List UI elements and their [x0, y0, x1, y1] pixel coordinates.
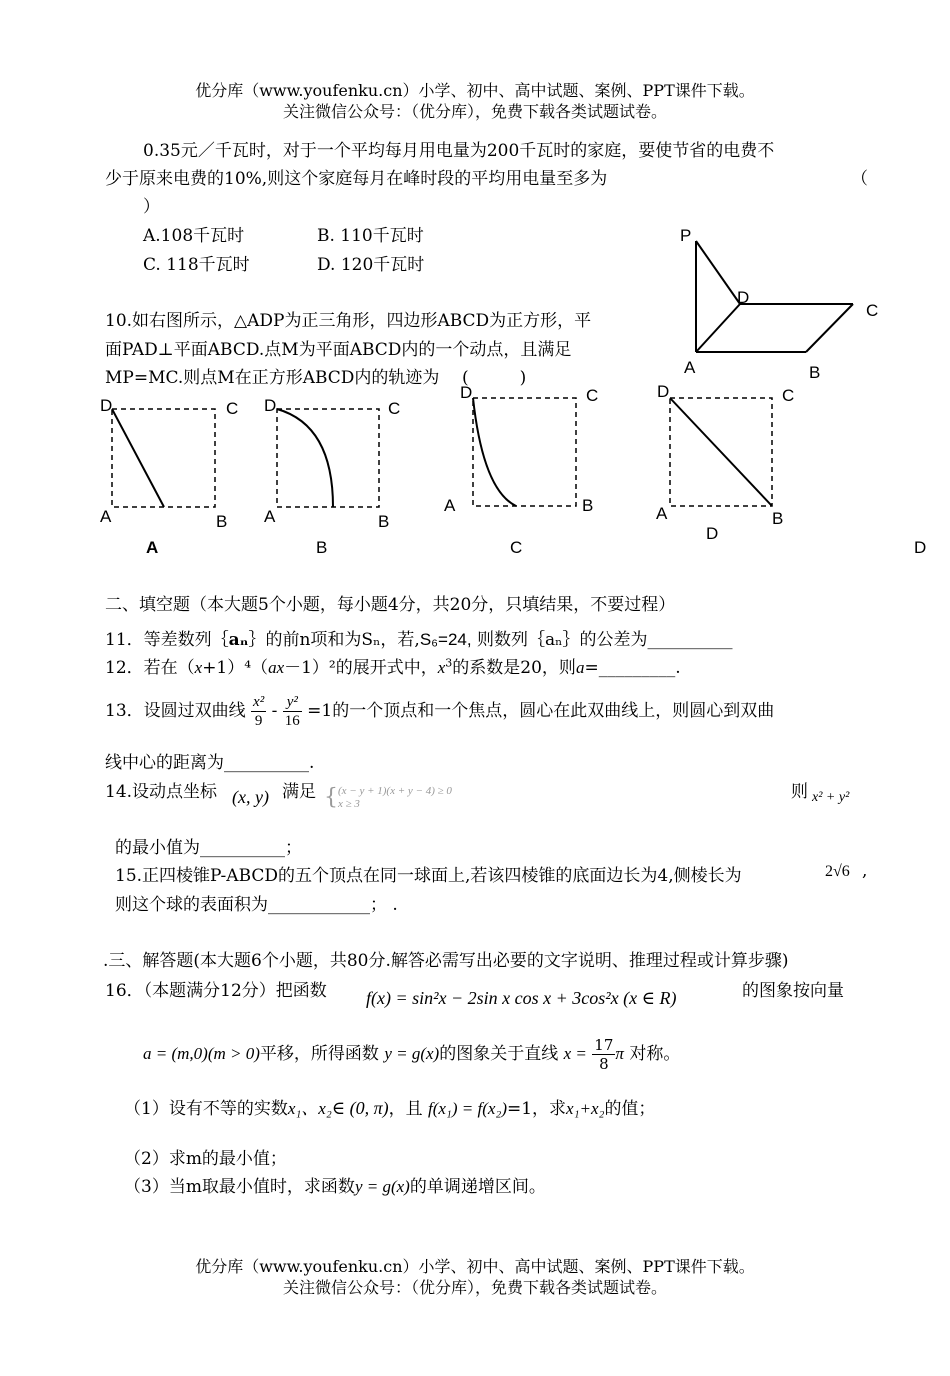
q13-frac-y	[283, 693, 302, 730]
q14-expr: x² + y²	[812, 790, 850, 805]
opt-a-label-a: A	[100, 507, 112, 526]
q16-part-3	[124, 1172, 546, 1197]
opt-d-label-a: A	[656, 504, 668, 523]
option-c-figure	[444, 383, 598, 515]
fig-label-c: C	[866, 301, 879, 320]
q16-gx: y = g(x)	[384, 1044, 440, 1063]
q16-p1g: x₁+x₂	[566, 1099, 605, 1118]
q16-p1e: f(x₁) = f(x₂)	[428, 1099, 507, 1118]
q14-line-2	[115, 833, 302, 858]
opt-c-label-a: A	[444, 496, 456, 515]
opt-b-label-d: D	[264, 396, 277, 415]
fig-label-d: D	[737, 288, 750, 307]
q16-p1h: 的值；	[604, 1099, 656, 1119]
opt-b-label-b: B	[378, 512, 390, 531]
q12-blank: _________	[598, 658, 676, 678]
q14-then: 则	[791, 782, 808, 802]
option-d-figure	[656, 382, 794, 543]
q16-frac	[592, 1036, 615, 1073]
q11-pre: 11．等差数列｛	[105, 630, 229, 650]
q16-p1c: ∈ (0, π)	[331, 1098, 389, 1118]
q16-p1a: （1）设有不等的实数	[124, 1099, 288, 1119]
opt-b-label-c: C	[388, 399, 401, 418]
q15-blank: ____________	[268, 895, 370, 915]
q11-s6: S₆=24,	[419, 630, 472, 649]
q9-line-2: 少于原来电费的10%,则这个家庭每月在峰时段的平均用电量至多为	[105, 169, 608, 189]
q12-sup3: 3	[445, 656, 453, 670]
q11-blank: __________	[647, 630, 733, 650]
q16-p1b: x₁、x₂	[287, 1099, 332, 1118]
q11-post: 则数列｛aₙ｝的公差为	[471, 630, 648, 650]
q16-shift: 平移，所得函数	[259, 1044, 379, 1064]
q9-option-d: D. 120千瓦时	[317, 255, 425, 275]
opt-d-label-d: D	[657, 382, 670, 401]
q16-p1f: =1，求	[506, 1099, 567, 1119]
q16-p1d: ，且	[388, 1099, 423, 1119]
footer-line-2: 关注微信公众号：（优分库），免费下载各类试题试卷。	[282, 1278, 667, 1297]
q12	[105, 653, 681, 678]
q11-an: aₙ	[228, 630, 249, 650]
option-a-figure	[100, 396, 238, 531]
q12-p2: －1）²的展开式中，	[284, 658, 438, 678]
q9-paren-close: ）	[143, 197, 160, 217]
option-b-figure	[264, 396, 400, 531]
option-letter-d: D	[914, 538, 927, 557]
q11-mid: ｝的前n项和为Sₙ，若,	[248, 630, 420, 650]
q13-num2: y²	[283, 693, 302, 712]
fig-label-p: P	[680, 226, 692, 245]
q13-frac-x	[251, 693, 266, 730]
q16-pre: 16．（本题满分12分）把函数	[105, 981, 327, 1001]
q13-pre: 13．设圆过双曲线	[105, 701, 246, 721]
q13-eq: =1	[307, 701, 333, 721]
q14-end: ；	[285, 838, 302, 858]
q16-part-1	[124, 1094, 655, 1119]
q12-a: a	[575, 658, 585, 677]
opt-d-label-c: C	[782, 386, 795, 405]
q16-p3a: （3）当m取最小值时，求函数	[124, 1177, 355, 1197]
q16-fnum: 17	[594, 1036, 614, 1054]
header-line-2: 关注微信公众号：（优分库），免费下载各类试题试卷。	[282, 102, 667, 121]
q9-option-a: A.108千瓦时	[143, 226, 245, 246]
q15-root: 2√6	[825, 863, 850, 880]
q10-answer-paren: ( )	[462, 368, 527, 388]
q10-line-1: 10.如右图所示，△ADP为正三角形，四边形ABCD为正方形，平	[105, 311, 592, 331]
q14-system-1: (x − y + 1)(x + y − 4) ≥ 0	[338, 785, 452, 797]
opt-a-label-c: C	[226, 399, 239, 418]
q13-end: .	[309, 753, 315, 773]
q13-den1: 9	[254, 713, 263, 729]
option-letter-b: B	[316, 538, 328, 557]
q16-line-2	[143, 1036, 680, 1073]
header-line-1: 优分库（www.youfenku.cn）小学、初中、高中试题、案例、PPT课件下载。	[195, 81, 755, 100]
q9-option-c: C. 118千瓦时	[143, 255, 250, 275]
opt-d-label-d2: D	[706, 524, 719, 543]
q16-pi: π	[615, 1044, 624, 1063]
q9-paren-open: （	[851, 169, 868, 189]
q10-line-3: MP=MC.则点M在正方形ABCD内的轨迹为	[105, 368, 440, 388]
q16-function: f(x) = sin²x − 2sin x cos x + 3cos²x (x ∈ R)	[366, 988, 677, 1008]
q12-ax: ax	[268, 658, 285, 677]
q12-pre: 12．若在（	[105, 658, 195, 678]
q13-blank: __________	[224, 753, 309, 773]
q15-line-2	[115, 890, 398, 915]
q12-x3: x	[437, 658, 446, 677]
q16-sym: 的图象关于直线	[439, 1044, 559, 1064]
q12-x: x	[194, 658, 203, 677]
q12-p3: 的系数是20，则	[452, 658, 576, 678]
q13-line2-text: 线中心的距离为	[105, 753, 224, 773]
fig-label-a: A	[684, 358, 696, 377]
opt-c-label-b: B	[582, 496, 594, 515]
opt-c-label-d: D	[460, 383, 473, 402]
opt-d-label-b: B	[772, 509, 784, 528]
q16-fden: 8	[599, 1055, 609, 1073]
section-2-title: 二、填空题（本大题5个小题，每小题4分，共20分，只填结果，不要过程）	[105, 595, 676, 615]
q9-line-1: 0.35元／千瓦时，对于一个平均每月用电量为200千瓦时的家庭，要使节省的电费不	[143, 141, 775, 161]
q13-post: 的一个顶点和一个焦点，圆心在此双曲线上，则圆心到双曲	[332, 701, 775, 721]
q16-part-2: （2）求m的最小值；	[124, 1149, 287, 1169]
opt-b-label-a: A	[264, 507, 276, 526]
q15-line-1: 15.正四棱锥P-ABCD的五个顶点在同一球面上,若该四棱锥的底面边长为4,侧棱长为	[115, 866, 742, 886]
q14-coord: (x, y)	[232, 787, 269, 807]
q14-satisfy: 满足	[282, 782, 316, 802]
q16-p3b: y = g(x)	[354, 1177, 410, 1196]
option-letter-c: C	[510, 538, 523, 557]
q15-line2-text: 则这个球的表面积为	[115, 895, 268, 915]
q12-p1: +1）⁴（	[202, 658, 269, 678]
q13-den2: 16	[284, 713, 300, 729]
opt-a-label-b: B	[216, 512, 228, 531]
q16-xeq: x =	[563, 1044, 587, 1063]
q14-system-2: x ≥ 3	[338, 798, 360, 810]
q16-vector: a = (m,0)(m > 0)	[143, 1044, 260, 1063]
footer-line-1: 优分库（www.youfenku.cn）小学、初中、高中试题、案例、PPT课件下载。	[195, 1257, 755, 1276]
q11	[105, 625, 733, 650]
q14-blank: __________	[200, 838, 285, 858]
q16-p3c: 的单调递增区间。	[409, 1177, 546, 1197]
q14-pre: 14.设动点坐标	[105, 782, 218, 802]
q10-line-2: 面PAD⊥平面ABCD.点M为平面ABCD内的一个动点，且满足	[105, 340, 572, 360]
q12-p4: =	[584, 658, 599, 678]
q16-symend: 对称。	[629, 1044, 681, 1064]
q9-option-b: B. 110千瓦时	[317, 226, 424, 246]
q14-brace: {	[324, 785, 338, 810]
option-letter-a: A	[146, 538, 159, 557]
opt-a-label-d: D	[100, 396, 113, 415]
q15-end: ； .	[370, 895, 398, 915]
q14-line2-text: 的最小值为	[115, 838, 200, 858]
q13-line-1	[105, 693, 774, 730]
q13-minus: -	[271, 701, 278, 721]
q16-post: 的图象按向量	[742, 981, 844, 1001]
fig-label-b: B	[809, 363, 821, 382]
q13-line-2	[105, 748, 314, 773]
q12-end: .	[675, 658, 681, 678]
q15-comma: ,	[862, 861, 868, 881]
opt-c-label-c: C	[586, 386, 599, 405]
q13-num1: x²	[253, 694, 265, 710]
section-3-title: .三、解答题(本大题6个小题，共80分.解答必需写出必要的文字说明、推理过程或计算步骤)	[103, 951, 789, 971]
